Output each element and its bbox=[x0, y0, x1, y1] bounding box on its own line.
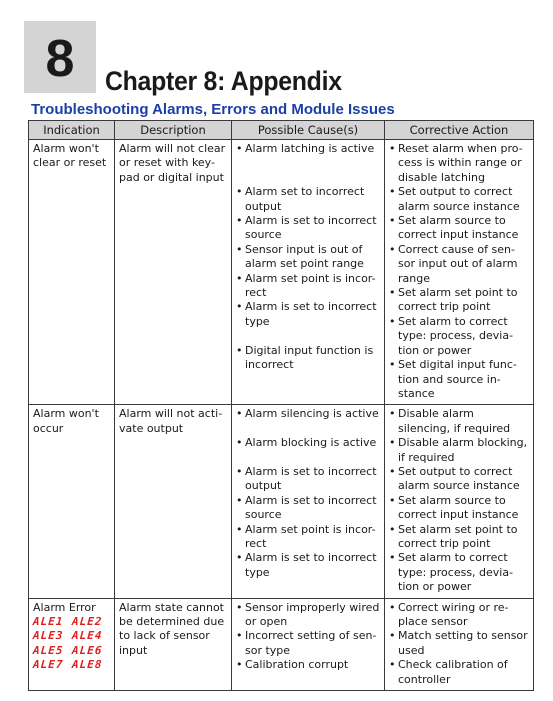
table-row bbox=[29, 140, 534, 405]
indication-cell bbox=[29, 598, 115, 690]
cause-item: • Alarm is set to incorrect output bbox=[236, 465, 380, 494]
actions-cell bbox=[385, 140, 534, 405]
alarm-code: ALE6 bbox=[71, 643, 103, 657]
chapter-number-box bbox=[24, 21, 96, 93]
action-item: • Set alarm source to correct input instance bbox=[389, 494, 529, 523]
action-item: • Check calibration of controller bbox=[389, 658, 529, 687]
alarm-code: ALE2 bbox=[71, 615, 103, 628]
cause-item: • Alarm is set to incorrect source bbox=[236, 494, 380, 523]
action-item: • Disable alarm blocking, if required bbox=[389, 436, 529, 465]
action-item: • Correct wiring or re-place sensor bbox=[389, 601, 529, 630]
alarm-code: ALE8 bbox=[71, 658, 103, 672]
cause-item: • Digital input function is incorrect bbox=[236, 344, 380, 373]
header-description: Description bbox=[115, 121, 232, 140]
actions-cell bbox=[385, 405, 534, 598]
header-possible-causes: Possible Cause(s) bbox=[232, 121, 385, 140]
cause-item: • Sensor input is out of alarm set point range bbox=[236, 243, 380, 272]
causes-cell bbox=[232, 140, 385, 405]
cause-item: • Alarm is set to incorrect source bbox=[236, 214, 380, 243]
header-corrective-action: Corrective Action bbox=[385, 121, 534, 140]
cause-item: • Alarm set to incorrect output bbox=[236, 185, 380, 214]
description-cell: Alarm will not acti-vate output bbox=[115, 405, 232, 598]
action-item: • Set alarm set point to correct trip point bbox=[389, 286, 529, 315]
description-cell: Alarm state cannot be determined due to lack of sensor input bbox=[115, 598, 232, 690]
alarm-code: ALE7 bbox=[32, 658, 65, 672]
alarm-code: ALE3 bbox=[32, 629, 65, 643]
cause-item: • Alarm set point is incor-rect bbox=[236, 272, 380, 301]
cause-item: • Calibration corrupt bbox=[236, 658, 380, 672]
chapter-number: 8 bbox=[45, 30, 75, 88]
section-title: Troubleshooting Alarms, Errors and Module Issues bbox=[31, 101, 395, 118]
cause-item: • Incorrect setting of sen-sor type bbox=[236, 629, 380, 658]
alarm-code-list bbox=[33, 615, 110, 673]
table-header-row bbox=[29, 121, 534, 140]
chapter-title: Chapter 8: Appendix bbox=[105, 66, 342, 96]
action-item: • Set alarm to correct type: process, devia-tion or power bbox=[389, 315, 529, 358]
causes-cell bbox=[232, 405, 385, 598]
action-item: • Set digital input func-tion and source in-stance bbox=[389, 358, 529, 401]
cause-item: • Sensor improperly wired or open bbox=[236, 601, 380, 630]
table-row bbox=[29, 405, 534, 598]
cause-item: • Alarm is set to incorrect type bbox=[236, 300, 380, 329]
alarm-code: ALE1 bbox=[32, 615, 65, 628]
action-item: • Set alarm to correct type: process, devia-tion or power bbox=[389, 551, 529, 594]
action-item: • Set output to correct alarm source instance bbox=[389, 465, 529, 494]
cause-item: • Alarm latching is active bbox=[236, 142, 380, 156]
cause-item: • Alarm silencing is active bbox=[236, 407, 380, 421]
action-item: • Disable alarm silencing, if required bbox=[389, 407, 529, 436]
cause-item: • Alarm is set to incorrect type bbox=[236, 551, 380, 580]
header-indication: Indication bbox=[29, 121, 115, 140]
indication-text: Alarm Error bbox=[33, 600, 96, 614]
causes-cell bbox=[232, 598, 385, 690]
action-item: • Set output to correct alarm source instance bbox=[389, 185, 529, 214]
cause-item: • Alarm blocking is active bbox=[236, 436, 380, 450]
indication-cell: Alarm won't occur bbox=[29, 405, 115, 598]
table-row bbox=[29, 598, 534, 690]
action-item: • Set alarm source to correct input instance bbox=[389, 214, 529, 243]
action-item: • Correct cause of sen-sor input out of alarm range bbox=[389, 243, 529, 286]
indication-cell: Alarm won't clear or reset bbox=[29, 140, 115, 405]
action-item: • Match setting to sensor used bbox=[389, 629, 529, 658]
actions-cell bbox=[385, 598, 534, 690]
description-cell: Alarm will not clear or reset with key-pad or digital input bbox=[115, 140, 232, 405]
alarm-code: ALE4 bbox=[71, 629, 103, 643]
alarm-code: ALE5 bbox=[32, 643, 65, 657]
action-item: • Set alarm set point to correct trip point bbox=[389, 523, 529, 552]
action-item: • Reset alarm when pro-cess is within range or disable latching bbox=[389, 142, 529, 185]
cause-item: • Alarm set point is incor-rect bbox=[236, 523, 380, 552]
troubleshooting-table bbox=[28, 120, 534, 691]
